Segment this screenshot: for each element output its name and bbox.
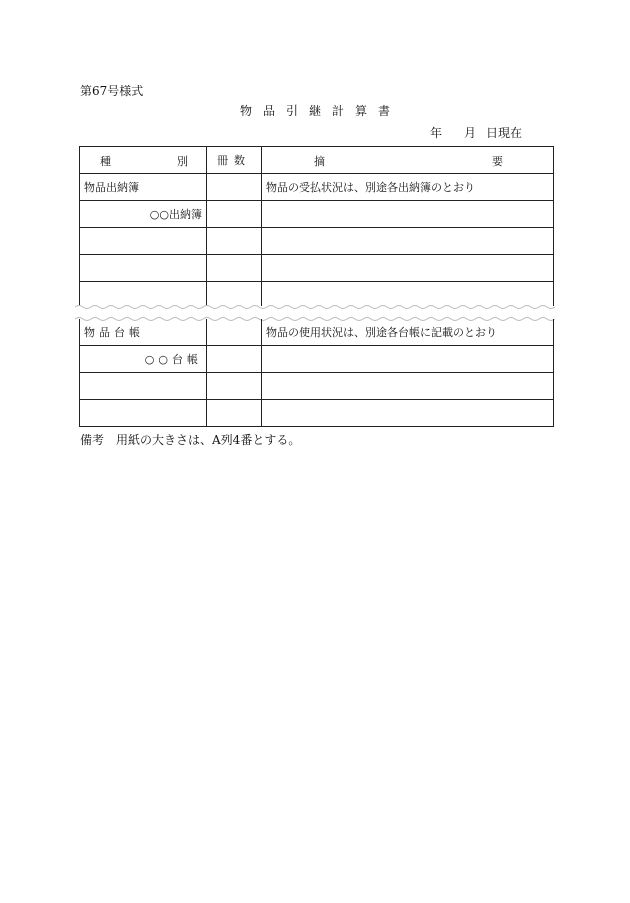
cell-count bbox=[207, 255, 262, 282]
header-count: 冊数 bbox=[207, 147, 262, 174]
cell-remark bbox=[262, 400, 554, 427]
note-text: 用紙の大きさは、A列4番とする。 bbox=[116, 433, 301, 447]
form-number: 第67号様式 bbox=[80, 84, 144, 98]
table-row bbox=[80, 400, 554, 427]
header-remark-b: 要 bbox=[492, 155, 503, 168]
table-row bbox=[80, 174, 554, 201]
remarks-note bbox=[80, 431, 300, 448]
cell-count bbox=[207, 400, 262, 427]
cell-type bbox=[80, 400, 207, 427]
note-label: 備考 bbox=[80, 433, 105, 447]
date-year-label: 年 bbox=[430, 126, 443, 140]
cell-type: 物品台帳 bbox=[80, 319, 207, 346]
cell-remark bbox=[262, 255, 554, 282]
table-row bbox=[80, 228, 554, 255]
cell-remark: 物品の受払状況は、別途各出納簿のとおり bbox=[262, 174, 554, 201]
cell-type: ○○台帳 bbox=[80, 346, 207, 373]
cell-type bbox=[80, 373, 207, 400]
table-row bbox=[80, 319, 554, 346]
header-remark bbox=[262, 147, 554, 174]
cell-remark bbox=[262, 201, 554, 228]
header-type bbox=[80, 147, 207, 174]
cell-type: 物品出納簿 bbox=[80, 174, 207, 201]
cell-remark bbox=[262, 373, 554, 400]
document-title: 物品引継計算書 bbox=[239, 104, 401, 118]
cell-type bbox=[80, 255, 207, 282]
header-type-b: 別 bbox=[177, 155, 188, 168]
cell-count bbox=[207, 319, 262, 346]
ledger-table-bottom bbox=[79, 319, 554, 427]
cell-type bbox=[80, 228, 207, 255]
table-header-row bbox=[80, 147, 554, 174]
date-month-label: 月 bbox=[464, 126, 477, 140]
header-type-a: 種 bbox=[100, 155, 111, 168]
ledger-table-top bbox=[79, 146, 554, 308]
cell-count bbox=[207, 228, 262, 255]
header-remark-a: 摘 bbox=[314, 155, 325, 168]
cell-count bbox=[207, 201, 262, 228]
cell-remark: 物品の使用状況は、別途各台帳に記載のとおり bbox=[262, 319, 554, 346]
table-row bbox=[80, 373, 554, 400]
cell-count bbox=[207, 346, 262, 373]
table-row bbox=[80, 201, 554, 228]
table-row bbox=[80, 346, 554, 373]
cell-count bbox=[207, 373, 262, 400]
cell-remark bbox=[262, 346, 554, 373]
cell-type: ○○出納簿 bbox=[80, 201, 207, 228]
cell-count bbox=[207, 174, 262, 201]
table-row bbox=[80, 255, 554, 282]
cell-remark bbox=[262, 228, 554, 255]
date-day-label: 日現在 bbox=[486, 126, 523, 140]
